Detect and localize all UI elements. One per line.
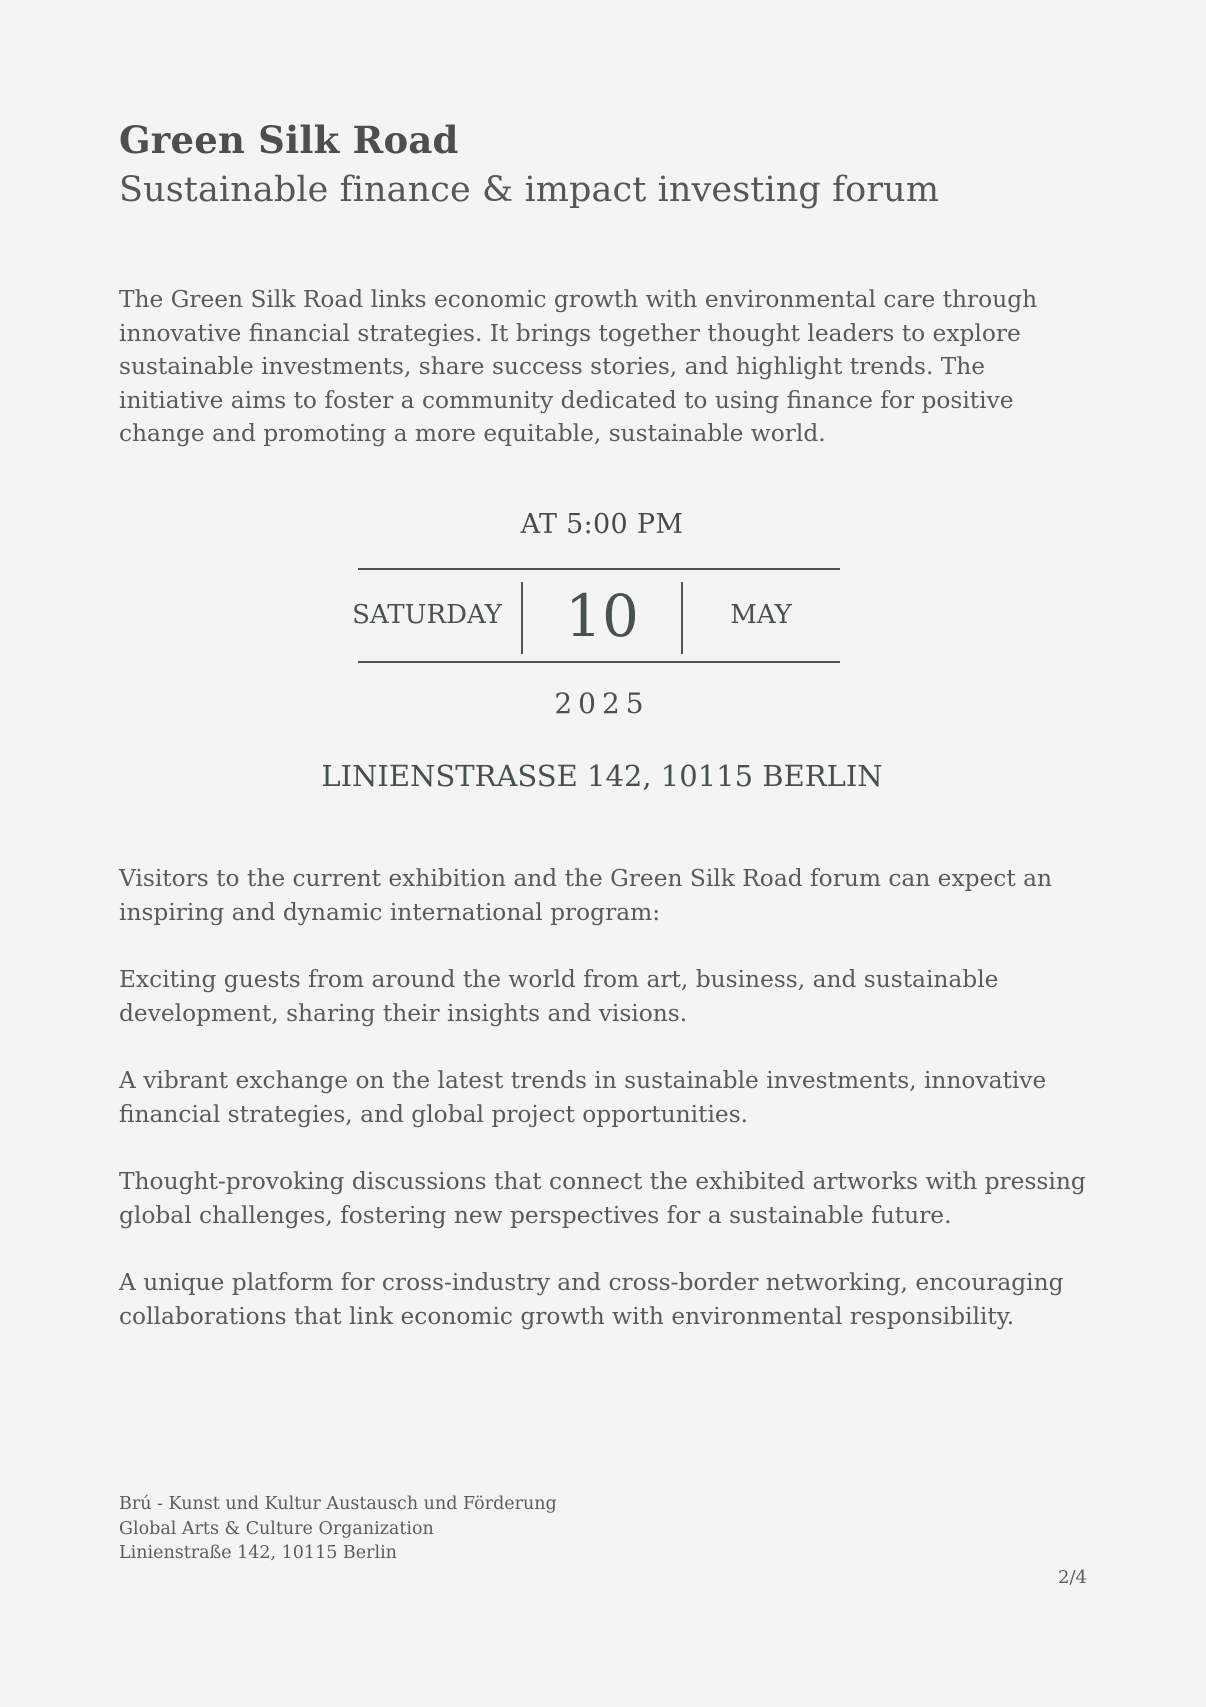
date-bottom-rule [358,661,840,663]
event-weekday: SATURDAY [352,600,502,630]
event-day: 10 [565,582,639,650]
date-top-rule [358,568,840,570]
program-item: Exciting guests from around the world from art, business, and sustainable development, sharing their insights and visions. [119,966,999,1027]
program-item: Thought-provoking discussions that connect the exhibited artworks with pressing global challenges, fostering new perspectives for a sustainable future. [119,1168,1086,1229]
event-address: LINIENSTRASSE 142, 10115 BERLIN [321,759,883,793]
program-intro: Visitors to the current exhibition and the Green Silk Road forum can expect an inspiring and dynamic international program: [119,865,1053,926]
document-page [119,0,1089,1707]
program-item: A unique platform for cross-industry and cross-border networking, encouraging collaborations that link economic growth with environmental responsibility. [119,1269,1064,1330]
footer-organization [119,1492,557,1566]
footer-org-address: Linienstraße 142, 10115 Berlin [119,1543,397,1563]
event-month: MAY [730,600,792,630]
page-subtitle: Sustainable finance & impact investing forum [119,170,940,210]
event-time: AT 5:00 PM [520,509,684,540]
footer-org-tagline: Global Arts & Culture Organization [119,1518,434,1539]
intro-paragraph: The Green Silk Road links economic growth with environmental care through innovative financial strategies. It brings together thought leaders to explore sustainable investments, share success stories, and highlight trends. The initiative aims to foster a community dedicated to using finance for positive change and promoting a more equitable, sustainable world. [119,286,1038,447]
program-item: A vibrant exchange on the latest trends in sustainable investments, innovative financial strategies, and global project opportunities. [119,1067,1047,1128]
page-number: 2/4 [1058,1567,1087,1588]
event-date-block [352,568,840,663]
event-year: 2025 [554,687,650,720]
date-right-divider [681,582,683,654]
footer-org-name: Brú - Kunst und Kultur Austausch und Förderung [119,1494,557,1514]
page-title: Green Silk Road [119,118,459,162]
